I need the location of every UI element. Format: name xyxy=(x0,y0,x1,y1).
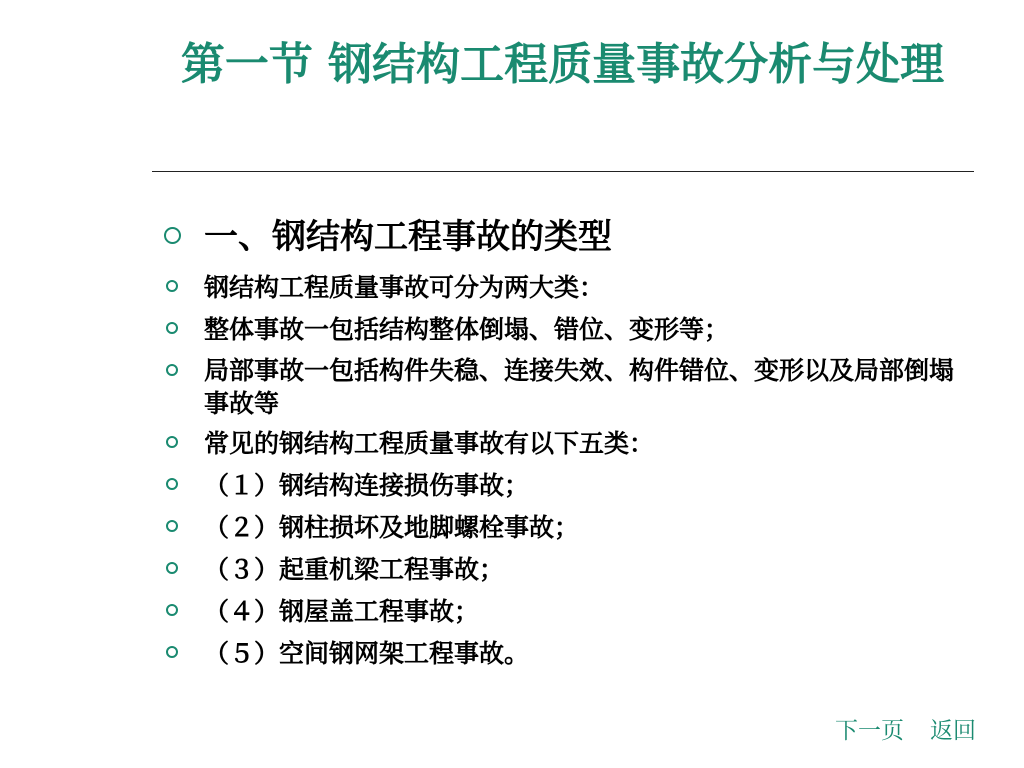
list-item xyxy=(160,354,975,420)
hollow-circle-bullet-icon xyxy=(166,520,178,532)
list-item-text: 常见的钢结构工程质量事故有以下五类： xyxy=(204,429,655,458)
hollow-circle-bullet-icon xyxy=(166,280,178,292)
list-item-text: （２）钢柱损坏及地脚螺栓事故； xyxy=(204,513,580,542)
next-page-link[interactable]: 下一页 xyxy=(835,718,904,744)
list-item xyxy=(160,552,975,588)
hollow-circle-bullet-icon xyxy=(166,646,178,658)
hollow-circle-bullet-icon xyxy=(166,436,178,448)
bullet-list xyxy=(160,212,975,678)
list-item-text: （３）起重机梁工程事故； xyxy=(204,555,505,584)
list-item-text: 局部事故一包括构件失稳、连接失效、构件错位、变形以及局部倒塌事故等 xyxy=(204,356,955,418)
list-item-text: 钢结构工程质量事故可分为两大类： xyxy=(204,273,605,302)
hollow-circle-bullet-icon xyxy=(166,562,178,574)
hollow-circle-bullet-icon xyxy=(166,322,178,334)
list-item xyxy=(160,270,975,306)
slide-navigation xyxy=(835,712,976,745)
list-item-text: （５）空间钢网架工程事故。 xyxy=(204,639,530,668)
list-item xyxy=(160,312,975,348)
title-divider xyxy=(152,171,974,172)
hollow-circle-bullet-icon xyxy=(164,227,181,244)
list-item-text: 一、钢结构工程事故的类型 xyxy=(204,217,612,257)
list-item xyxy=(160,212,975,262)
list-item xyxy=(160,468,975,504)
slide-title: 第一节 钢结构工程质量事故分析与处理 xyxy=(180,39,945,90)
list-item xyxy=(160,510,975,546)
list-item xyxy=(160,426,975,462)
list-item xyxy=(160,636,975,672)
list-item-text: （１）钢结构连接损伤事故； xyxy=(204,471,530,500)
list-item xyxy=(160,594,975,630)
back-link[interactable]: 返回 xyxy=(930,718,976,744)
list-item-text: 整体事故一包括结构整体倒塌、错位、变形等； xyxy=(204,315,730,344)
hollow-circle-bullet-icon xyxy=(166,478,178,490)
list-item-text: （４）钢屋盖工程事故； xyxy=(204,597,480,626)
hollow-circle-bullet-icon xyxy=(166,604,178,616)
hollow-circle-bullet-icon xyxy=(166,364,178,376)
